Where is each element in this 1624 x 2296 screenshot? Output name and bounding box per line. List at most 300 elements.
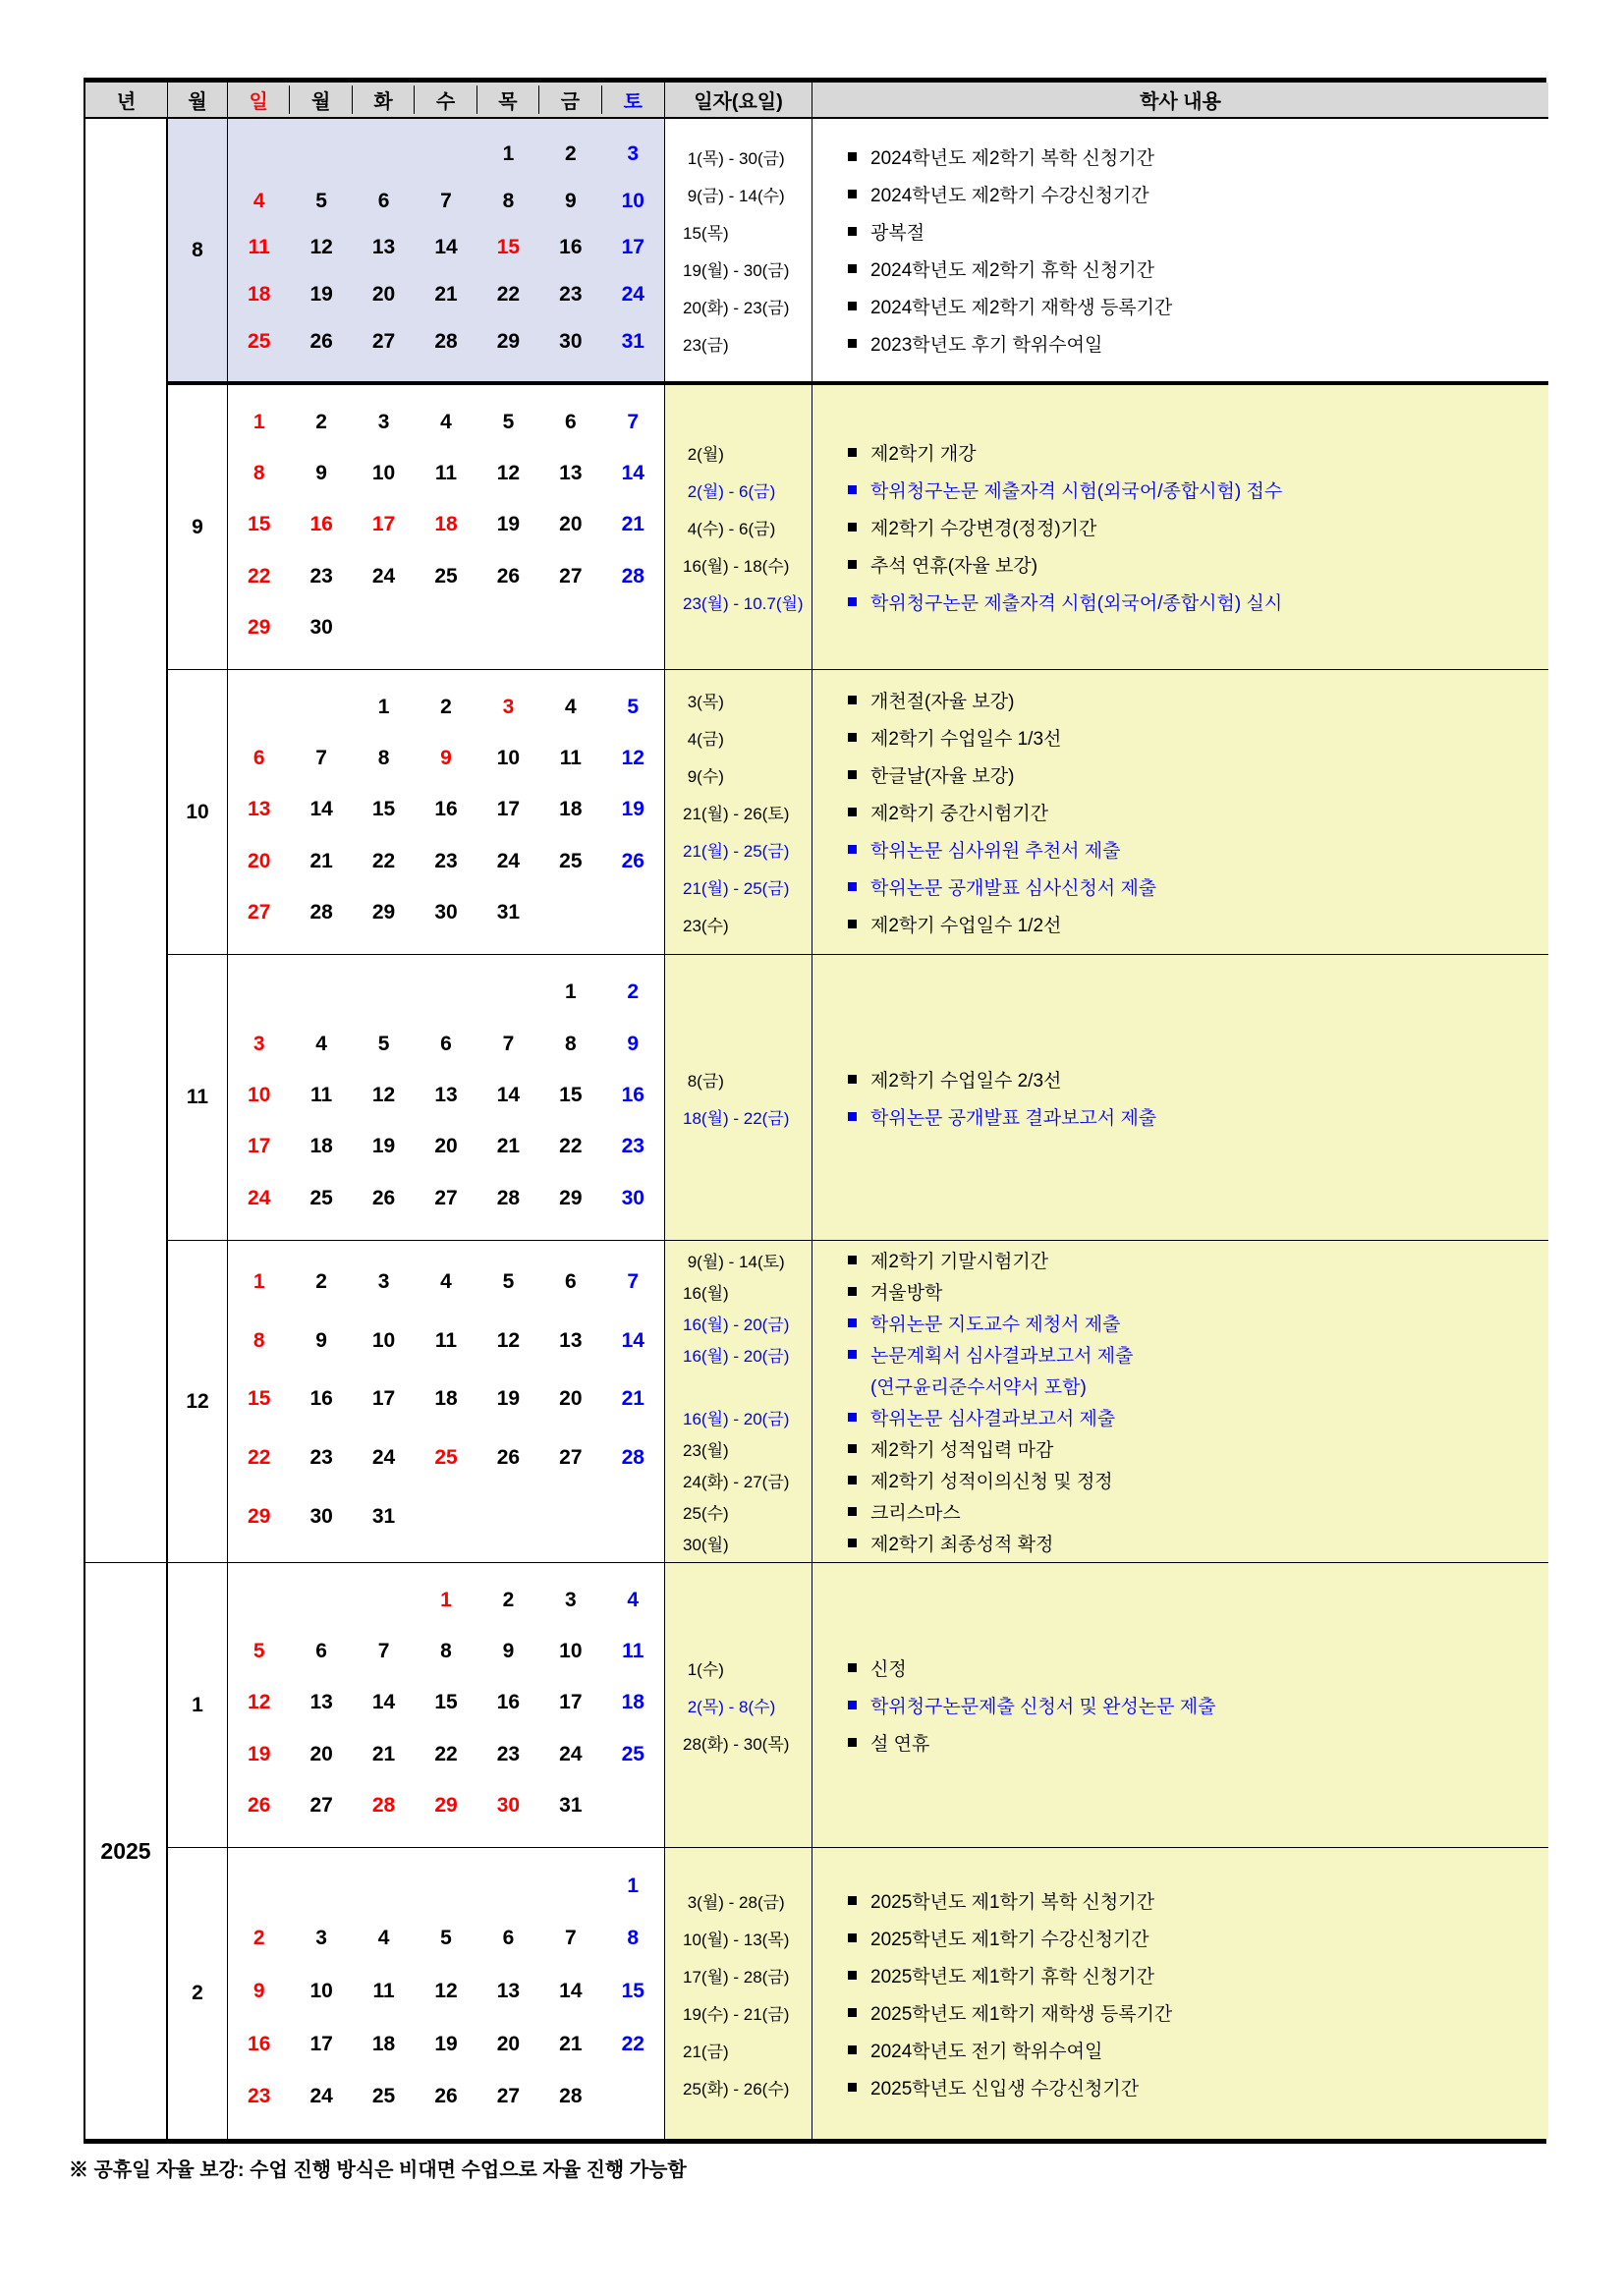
day-grid-10: [228, 670, 664, 954]
day-number: 16: [309, 1387, 333, 1411]
schedule-event-text: 2024학년도 제2학기 복학 신청기간: [870, 148, 1154, 169]
day-number: 2: [315, 411, 327, 434]
schedule-event-row: [848, 1650, 1548, 1687]
day-number: 31: [559, 1793, 583, 1817]
day-number: 7: [502, 1032, 515, 1055]
bullet-square-icon: [848, 696, 857, 704]
month-label-1: 1: [168, 1563, 228, 1848]
schedule-date-row: 24(화) - 27(금): [683, 1473, 790, 1491]
day-number: 2: [502, 1589, 515, 1612]
schedule-date-row: 1(목) - 30(금): [683, 149, 785, 168]
schedule-event-row: [848, 831, 1548, 868]
empty-day-cell: [602, 887, 664, 938]
day-number: 10: [621, 189, 644, 212]
day-number: 29: [248, 1505, 271, 1529]
empty-day-cell: [290, 1575, 352, 1626]
day-number: 20: [559, 1387, 583, 1411]
day-grid-12: [228, 1241, 664, 1562]
day-number: 10: [559, 1640, 583, 1663]
month-label-8: 8: [168, 119, 228, 385]
day-number: 21: [621, 513, 644, 536]
day-number: 17: [371, 1387, 396, 1411]
day-number: 29: [496, 330, 521, 354]
empty-day-cell: [602, 602, 664, 653]
day-grid-1: [228, 1563, 664, 1847]
day-number: 17: [309, 2032, 333, 2055]
schedule-date-row: 16(월) - 18(수): [683, 557, 790, 576]
day-number: 31: [496, 900, 521, 924]
schedule-date-row: 25(수): [683, 1504, 729, 1523]
day-number: 5: [502, 1269, 515, 1293]
day-number: 19: [309, 283, 333, 307]
schedule-dates-2: [665, 1848, 812, 2139]
day-number: 31: [371, 1505, 396, 1529]
day-number: 28: [621, 1446, 644, 1470]
empty-day-cell: [228, 682, 290, 733]
empty-day-cell: [602, 1780, 664, 1831]
day-number: 4: [377, 1927, 390, 1950]
schedule-event-row: [848, 325, 1548, 363]
schedule-dates-8: [665, 119, 812, 385]
schedule-event-row: [848, 906, 1548, 943]
day-number: 25: [309, 1186, 333, 1209]
day-number: 5: [377, 1032, 390, 1055]
schedule-date-row: 16(월): [683, 1284, 729, 1303]
schedule-event-row: [848, 756, 1548, 794]
day-number: 27: [309, 1793, 333, 1817]
empty-day-cell: [353, 1575, 415, 1626]
day-number: 30: [559, 330, 583, 354]
day-number: 25: [248, 330, 271, 354]
day-number: 1: [565, 980, 577, 1004]
header-weekday-화: 화: [353, 85, 415, 114]
month-label-2: 2: [168, 1848, 228, 2139]
day-number: 30: [309, 615, 333, 639]
schedule-event-text: 제2학기 수업일수 2/3선: [870, 1070, 1062, 1092]
day-number: 26: [496, 564, 521, 588]
day-number: 14: [496, 1083, 521, 1106]
day-number: 5: [502, 411, 515, 434]
day-number: 17: [371, 513, 396, 536]
day-number: 12: [309, 236, 333, 259]
schedule-event-text: 학위청구논문 제출자격 시험(외국어/종합시험) 접수: [870, 481, 1283, 502]
day-number: 26: [621, 849, 644, 872]
schedule-date-row: 19(수) - 21(금): [683, 2004, 790, 2024]
day-number: 21: [309, 849, 333, 872]
day-number: 24: [371, 564, 396, 588]
day-number: 20: [496, 2032, 521, 2055]
day-number: 14: [309, 798, 333, 821]
day-number: 27: [434, 1186, 458, 1209]
year-cell-2025: 2025: [85, 1563, 168, 2139]
day-number: 15: [248, 1387, 271, 1411]
schedule-event-text: 제2학기 기말시험기간: [870, 1252, 1049, 1272]
empty-day-cell: [290, 682, 352, 733]
schedule-events-12: [812, 1241, 1548, 1563]
day-number: 1: [377, 696, 390, 719]
schedule-event-text: 2024학년도 제2학기 수강신청기간: [870, 186, 1149, 206]
schedule-date-row: 9(월) - 14(토): [683, 1253, 785, 1271]
schedule-event-row: [848, 1276, 1548, 1308]
schedule-date-row: 16(월) - 20(금): [683, 1316, 790, 1334]
day-number: 27: [371, 330, 396, 354]
header-weekday-일: 일: [228, 85, 290, 114]
schedule-event-text: 학위청구논문제출 신청서 및 완성논문 제출: [870, 1697, 1216, 1717]
day-number: 3: [627, 141, 640, 165]
schedule-date-row: 17(월) - 28(금): [683, 1967, 790, 1987]
empty-day-cell: [539, 1487, 601, 1546]
schedule-events-2: [812, 1848, 1548, 2139]
day-number: 2: [315, 1269, 327, 1293]
day-number: 12: [496, 462, 521, 485]
schedule-event-text: 2025학년도 제1학기 수강신청기간: [870, 1929, 1149, 1950]
day-number: 7: [627, 411, 640, 434]
schedule-date-row: 21(금): [683, 2042, 729, 2061]
bullet-square-icon: [848, 1287, 857, 1296]
schedule-events-8: [812, 119, 1548, 385]
day-number: 26: [309, 330, 333, 354]
schedule-event-row: [848, 1993, 1548, 2031]
header-weekday-토: 토: [623, 91, 643, 113]
schedule-event-text: 학위논문 심사결과보고서 제출: [870, 1409, 1116, 1429]
month-label-11: 11: [168, 955, 228, 1241]
day-number: 9: [502, 1640, 515, 1663]
day-number: 25: [371, 2085, 396, 2108]
day-number: 17: [496, 798, 521, 821]
schedule-event-text: 논문계획서 심사결과보고서 제출: [870, 1346, 1134, 1367]
day-number: 24: [496, 849, 521, 872]
schedule-date-row: 3(월) - 28(금): [683, 1892, 785, 1912]
schedule-event-row: [848, 509, 1548, 546]
schedule-event-text: 제2학기 중간시험기간: [870, 804, 1049, 824]
day-number: 20: [309, 1742, 333, 1765]
day-number: 15: [496, 236, 521, 259]
empty-day-cell: [228, 1860, 290, 1913]
schedule-event-text: 학위청구논문 제출자격 시험(외국어/종합시험) 실시: [870, 593, 1283, 614]
month-calendar-12: [228, 1241, 665, 1563]
day-number: 1: [627, 1874, 640, 1897]
day-number: 5: [315, 189, 327, 212]
month-calendar-2: [228, 1848, 665, 2139]
bullet-square-icon: [848, 448, 857, 457]
day-number: 28: [621, 564, 644, 588]
bullet-square-icon: [848, 1318, 857, 1327]
schedule-event-row: [848, 288, 1548, 325]
day-number: 23: [434, 849, 458, 872]
bullet-square-icon: [848, 808, 857, 816]
schedule-event-row: [848, 1097, 1548, 1135]
schedule-event-row: [848, 868, 1548, 906]
day-number: 20: [248, 849, 271, 872]
schedule-event-text: 제2학기 수업일수 1/2선: [870, 916, 1062, 936]
empty-day-cell: [353, 602, 415, 653]
day-number: 23: [496, 1742, 521, 1765]
day-number: 1: [252, 1269, 265, 1293]
bullet-square-icon: [848, 1701, 857, 1709]
day-number: 11: [372, 1979, 395, 2002]
day-number: 8: [502, 189, 515, 212]
header-year: 년: [85, 83, 168, 119]
header-weekdays: [228, 83, 665, 119]
schedule-event-text: 광복절: [870, 223, 925, 244]
day-number: 3: [502, 696, 515, 719]
empty-day-cell: [415, 1487, 476, 1546]
day-number: 30: [309, 1505, 333, 1529]
day-number: 18: [248, 283, 271, 307]
schedule-dates-12: [665, 1241, 812, 1563]
empty-day-cell: [539, 887, 601, 938]
schedule-event-row: [848, 1919, 1548, 1956]
day-number: 5: [252, 1640, 265, 1663]
day-number: 21: [621, 1387, 644, 1411]
schedule-event-text: 2023학년도 후기 학위수여일: [870, 335, 1103, 356]
empty-day-cell: [477, 602, 539, 653]
bullet-square-icon: [848, 264, 857, 273]
day-number: 27: [559, 564, 583, 588]
month-calendar-10: [228, 670, 665, 955]
schedule-date-row: 18(월) - 22(금): [683, 1108, 790, 1128]
day-number: 4: [252, 189, 265, 212]
schedule-events-10: [812, 670, 1548, 955]
schedule-event-row: [848, 1881, 1548, 1919]
bullet-square-icon: [848, 2083, 857, 2092]
day-number: 5: [440, 1927, 452, 1950]
day-number: 27: [559, 1446, 583, 1470]
empty-day-cell: [353, 1860, 415, 1913]
day-number: 27: [496, 2085, 521, 2108]
day-number: 11: [434, 1328, 458, 1352]
schedule-event-row: [848, 434, 1548, 472]
day-number: 14: [559, 1979, 583, 2002]
day-number: 15: [559, 1083, 583, 1106]
day-number: 4: [627, 1589, 640, 1612]
bullet-square-icon: [848, 1507, 857, 1516]
day-number: 28: [434, 330, 458, 354]
schedule-date-row: 30(월): [683, 1536, 729, 1554]
schedule-event-text: 학위논문 지도교수 제청서 제출: [870, 1315, 1121, 1335]
day-number: 28: [496, 1186, 521, 1209]
day-number: 11: [622, 1640, 644, 1663]
day-number: 21: [559, 2032, 583, 2055]
schedule-date-row: 21(월) - 25(금): [683, 879, 790, 898]
schedule-event-text: 설 연휴: [870, 1734, 930, 1755]
day-number: 14: [371, 1691, 396, 1714]
day-number: 9: [440, 747, 452, 770]
day-number: 7: [377, 1640, 390, 1663]
day-number: 16: [559, 236, 583, 259]
bullet-square-icon: [848, 560, 857, 569]
month-label-12: 12: [168, 1241, 228, 1563]
schedule-event-text: 크리스마스: [870, 1503, 961, 1524]
day-number: 13: [371, 236, 396, 259]
schedule-event-row: [848, 1371, 1548, 1402]
schedule-event-row: [848, 1339, 1548, 1371]
day-number: 8: [377, 747, 390, 770]
day-number: 23: [309, 1446, 333, 1470]
schedule-event-text: 추석 연휴(자율 보강): [870, 556, 1038, 577]
schedule-event-row: [848, 1528, 1548, 1559]
schedule-date-row: 4(금): [683, 730, 724, 749]
day-number: 13: [248, 798, 271, 821]
bullet-square-icon: [848, 1971, 857, 1980]
bullet-square-icon: [848, 2045, 857, 2054]
day-number: 6: [502, 1927, 515, 1950]
header-weekday-목: 목: [477, 85, 539, 114]
day-number: 15: [621, 1979, 644, 2002]
schedule-date-row: 1(수): [683, 1660, 724, 1679]
day-number: 25: [621, 1742, 644, 1765]
schedule-event-row: [848, 1465, 1548, 1496]
schedule-event-row: [848, 1724, 1548, 1762]
bullet-square-icon: [848, 1075, 857, 1084]
day-number: 17: [248, 1135, 271, 1158]
schedule-date-row: 2(목) - 8(수): [683, 1698, 776, 1716]
schedule-date-row: 2(월) - 6(금): [683, 482, 776, 501]
day-number: 1: [252, 411, 265, 434]
schedule-event-row: [848, 2068, 1548, 2105]
day-number: 9: [627, 1032, 640, 1055]
day-number: 10: [248, 1083, 271, 1106]
day-number: 4: [440, 411, 452, 434]
schedule-event-row: [848, 176, 1548, 213]
bullet-square-icon: [848, 1738, 857, 1747]
schedule-event-text: 제2학기 개강: [870, 444, 977, 465]
schedule-event-text: 제2학기 성적이의신청 및 정정: [870, 1472, 1113, 1492]
schedule-event-text: 2025학년도 신입생 수강신청기간: [870, 2078, 1140, 2100]
day-number: 11: [310, 1083, 333, 1106]
schedule-date-row: 23(월) - 10.7(월): [683, 594, 804, 613]
day-number: 7: [627, 1269, 640, 1293]
day-number: 9: [315, 462, 327, 485]
schedule-date-row: 20(화) - 23(금): [683, 299, 790, 317]
day-number: 27: [248, 900, 271, 924]
empty-day-cell: [415, 1860, 476, 1913]
schedule-events-9: [812, 385, 1548, 670]
schedule-event-row: [848, 719, 1548, 756]
schedule-event-row: [848, 1402, 1548, 1433]
day-number: 10: [496, 747, 521, 770]
day-number: 15: [248, 513, 271, 536]
day-number: 22: [248, 564, 271, 588]
schedule-dates-1: [665, 1563, 812, 1848]
schedule-event-row: [848, 213, 1548, 251]
day-number: 16: [248, 2032, 271, 2055]
day-number: 16: [621, 1083, 644, 1106]
schedule-event-text: 2024학년도 제2학기 휴학 신청기간: [870, 260, 1154, 281]
day-number: 12: [248, 1691, 271, 1714]
day-number: 4: [565, 696, 577, 719]
schedule-date-row: 16(월) - 20(금): [683, 1410, 790, 1428]
day-number: 22: [559, 1135, 583, 1158]
schedule-event-text: 2025학년도 제1학기 휴학 신청기간: [870, 1966, 1154, 1988]
header-weekday-월: 월: [290, 85, 352, 114]
bullet-square-icon: [848, 1539, 857, 1547]
schedule-date-row: 21(월) - 25(금): [683, 842, 790, 861]
empty-day-cell: [415, 131, 476, 178]
day-number: 6: [252, 747, 265, 770]
day-number: 19: [371, 1135, 396, 1158]
day-number: 13: [496, 1979, 521, 2002]
schedule-date-row: 4(수) - 6(금): [683, 520, 776, 538]
empty-day-cell: [228, 967, 290, 1018]
schedule-date-row: 10(월) - 13(목): [683, 1930, 790, 1949]
schedule-date-row: 21(월) - 26(토): [683, 805, 790, 823]
day-number: 15: [371, 798, 396, 821]
schedule-dates-9: [665, 385, 812, 670]
empty-day-cell: [290, 131, 352, 178]
day-number: 15: [434, 1691, 458, 1714]
bullet-square-icon: [848, 339, 857, 348]
schedule-date-row: 15(목): [683, 224, 729, 243]
day-number: 31: [621, 330, 644, 354]
year-cell-2024: [85, 119, 168, 1563]
day-number: 24: [309, 2085, 333, 2108]
header-date: 일자(요일): [665, 83, 812, 119]
day-number: 10: [371, 462, 396, 485]
day-number: 14: [621, 462, 644, 485]
day-number: 11: [248, 236, 270, 259]
day-number: 6: [565, 1269, 577, 1293]
bullet-square-icon: [848, 523, 857, 532]
day-number: 3: [377, 411, 390, 434]
day-number: 24: [559, 1742, 583, 1765]
day-number: 8: [565, 1032, 577, 1055]
day-number: 30: [621, 1186, 644, 1209]
empty-day-cell: [415, 602, 476, 653]
day-number: 2: [565, 141, 577, 165]
schedule-date-row: [683, 1371, 812, 1402]
day-grid-2: [228, 1848, 664, 2139]
bullet-square-icon: [848, 1350, 857, 1359]
schedule-event-text: 제2학기 성적입력 마감: [870, 1440, 1054, 1461]
day-number: 19: [248, 1742, 271, 1765]
day-number: 9: [565, 189, 577, 212]
schedule-event-text: 제2학기 수강변경(정정)기간: [870, 519, 1097, 539]
day-number: 18: [309, 1135, 333, 1158]
day-number: 9: [315, 1328, 327, 1352]
bullet-square-icon: [848, 227, 857, 236]
schedule-event-row: [848, 472, 1548, 509]
empty-day-cell: [353, 131, 415, 178]
day-number: 13: [559, 462, 583, 485]
schedule-event-text: 겨울방학: [870, 1283, 943, 1304]
schedule-date-row: 8(금): [683, 1071, 724, 1091]
schedule-event-row: [848, 1060, 1548, 1097]
bullet-square-icon: [848, 597, 857, 606]
empty-day-cell: [290, 967, 352, 1018]
bullet-square-icon: [848, 1112, 857, 1121]
empty-day-cell: [290, 1860, 352, 1913]
bullet-square-icon: [848, 1896, 857, 1905]
day-number: 17: [559, 1691, 583, 1714]
empty-day-cell: [539, 1860, 601, 1913]
day-number: 16: [496, 1691, 521, 1714]
day-number: 3: [565, 1589, 577, 1612]
day-number: 23: [309, 564, 333, 588]
day-number: 10: [309, 1979, 333, 2002]
day-number: 28: [309, 900, 333, 924]
bullet-square-icon: [848, 190, 857, 198]
bullet-square-icon: [848, 152, 857, 161]
bullet-square-icon: [848, 1476, 857, 1484]
schedule-date-row: 25(화) - 26(수): [683, 2079, 790, 2099]
day-number: 26: [434, 2085, 458, 2108]
day-number: 13: [434, 1083, 458, 1106]
schedule-date-row: 3(목): [683, 693, 724, 711]
day-number: 6: [377, 189, 390, 212]
schedule-event-row: [848, 1687, 1548, 1724]
day-number: 19: [434, 2032, 458, 2055]
